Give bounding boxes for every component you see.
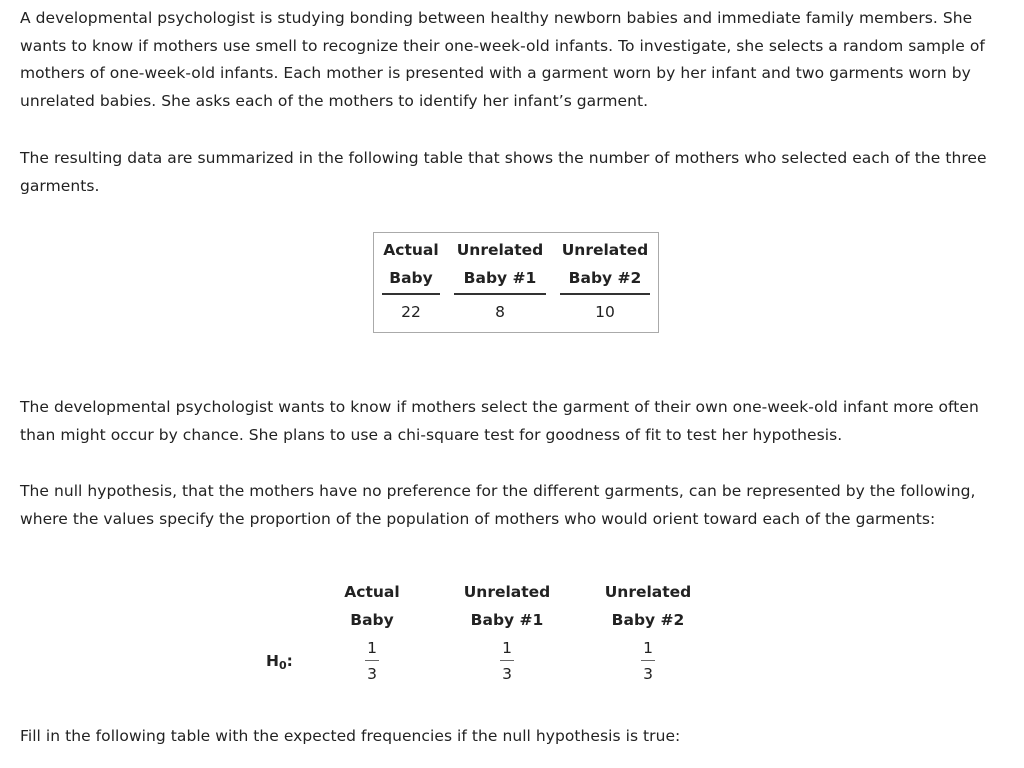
intro-paragraph: A developmental psychologist is studying bonding between healthy newborn babies and immediate family members. She wants to know if mothers use smell to recognize their one-week-old infants. To investigate, she selects a random sample of mothers of one-week-old infants. Each mother is presented with a garment worn by her infant and two garments worn by unrelated babies. She asks each of the mothers to identify her infant’s garment.: [20, 9, 985, 110]
proportion-fraction: [641, 638, 655, 684]
header-line-2: Baby #2: [611, 611, 685, 629]
observed-column-unrelated-baby-1: [454, 233, 546, 326]
observed-column-unrelated-baby-2: [560, 233, 650, 326]
observed-count: 22: [401, 303, 421, 321]
header-line-2: Baby: [350, 611, 394, 629]
observed-column-actual-baby: [382, 233, 440, 326]
header-line-1: Actual: [383, 241, 439, 259]
fraction-numerator: 1: [367, 639, 377, 657]
fraction-bar: [365, 660, 379, 661]
fraction-denominator: 3: [643, 665, 653, 683]
instruction-paragraph: Fill in the following table with the expected frequencies if the null hypothesis is true:: [20, 727, 681, 745]
observed-column-header: [382, 233, 440, 295]
h0-column-header: [593, 578, 703, 634]
header-line-2: Baby #1: [470, 611, 544, 629]
summary-paragraph: The resulting data are summarized in the following table that shows the number of mothers who selected each of the three garments.: [20, 149, 987, 195]
header-line-1: Unrelated: [463, 583, 551, 601]
fraction-denominator: 3: [502, 665, 512, 683]
observed-frequency-table: [373, 232, 659, 333]
null-hypothesis-label: [266, 652, 293, 672]
proportion-fraction: [365, 638, 379, 684]
header-line-1: Unrelated: [456, 241, 544, 259]
header-line-2: Baby: [389, 269, 433, 287]
header-line-1: Actual: [344, 583, 400, 601]
h0-colon: :: [286, 652, 293, 670]
h0-letter: H: [266, 652, 279, 670]
h0-column-actual-baby: [322, 578, 422, 684]
purpose-paragraph: The developmental psychologist wants to know if mothers select the garment of their own one-week-old infant more often than might occur by chance. She plans to use a chi-square test for goodness of fit to test her hypothesis.: [20, 398, 979, 444]
h0-column-unrelated-baby-1: [452, 578, 562, 684]
header-line-1: Unrelated: [604, 583, 692, 601]
fraction-denominator: 3: [367, 665, 377, 683]
observed-column-header: [560, 233, 650, 295]
h0-column-header: [452, 578, 562, 634]
fraction-bar: [641, 660, 655, 661]
header-line-2: Baby #2: [568, 269, 642, 287]
observed-column-header: [454, 233, 546, 295]
null-hypothesis-paragraph: The null hypothesis, that the mothers have no preference for the different garments, can be represented by the following, where the values specify the proportion of the population of mothers who would orient toward each of the garments:: [20, 482, 976, 528]
h0-column-unrelated-baby-2: [593, 578, 703, 684]
header-line-1: Unrelated: [561, 241, 649, 259]
h0-subscript: 0: [278, 659, 287, 672]
proportion-fraction: [500, 638, 514, 684]
observed-count: 10: [595, 303, 615, 321]
fraction-numerator: 1: [502, 639, 512, 657]
h0-column-header: [322, 578, 422, 634]
observed-count: 8: [495, 303, 505, 321]
fraction-numerator: 1: [643, 639, 653, 657]
header-line-2: Baby #1: [463, 269, 537, 287]
fraction-bar: [500, 660, 514, 661]
